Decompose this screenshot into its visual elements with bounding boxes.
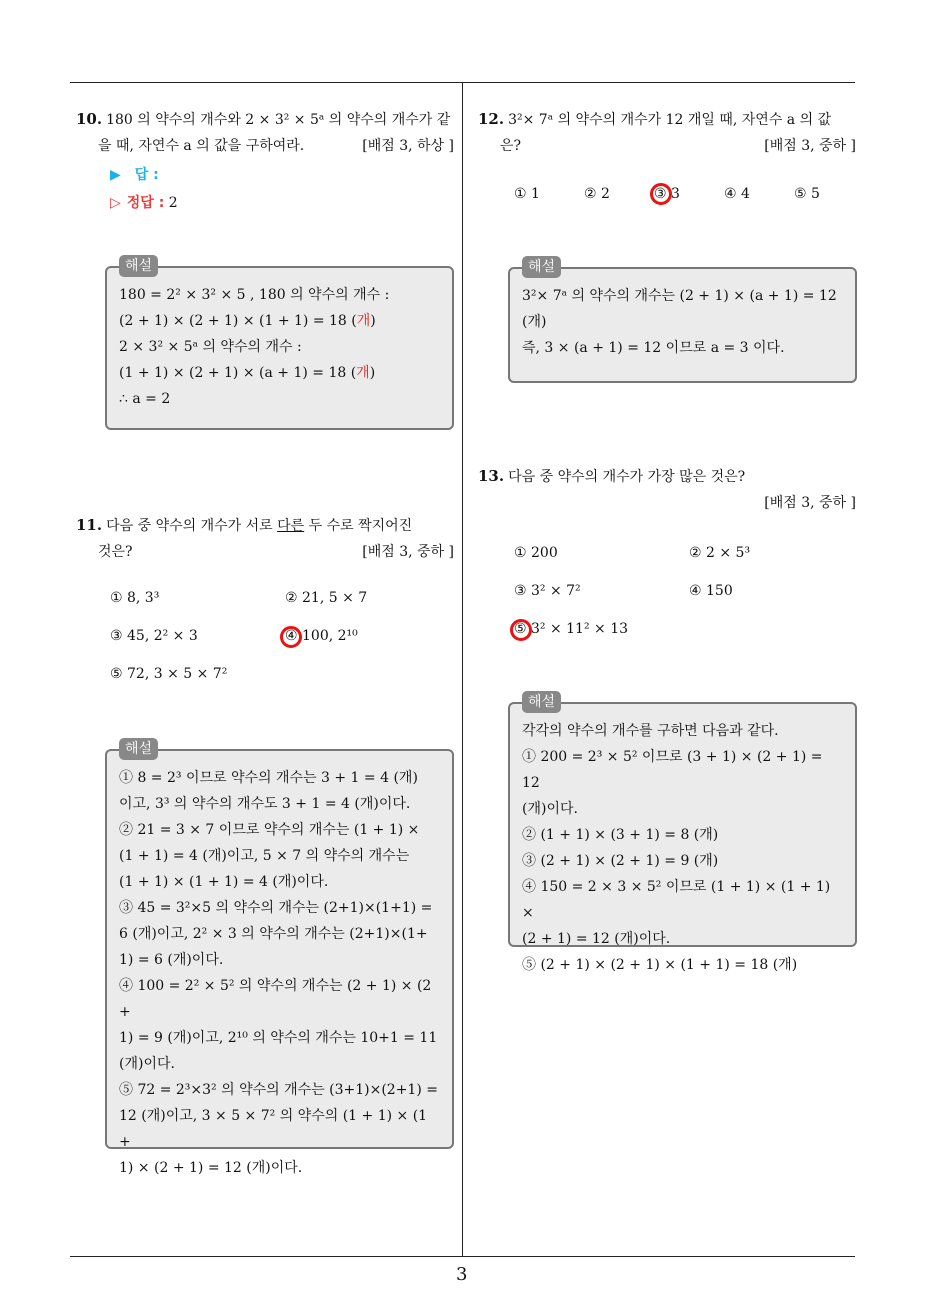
solution-line: 이고, 3³ 의 약수의 개수도 3 + 1 = 4 (개)이다.	[119, 796, 411, 812]
question-number: 10.	[76, 110, 103, 128]
choice-2[interactable]: ② 2 × 5³	[689, 545, 751, 561]
choice-4[interactable]: ④ 4	[724, 186, 750, 202]
solution-line: 6 (개)이고, 2² × 3 의 약수의 개수는 (2+1)×(1+	[119, 926, 428, 942]
choice-3[interactable]: ③ 3² × 7²	[514, 583, 581, 599]
solution-line: (1 + 1) = 4 (개)이고, 5 × 7 의 약수의 개수는	[119, 848, 410, 864]
solution-line: ① 200 = 2³ × 5² 이므로 (3 + 1) × (2 + 1) = 12	[522, 749, 823, 791]
choice-1[interactable]: ① 200	[514, 545, 558, 561]
solution-line: (2 + 1) = 12 (개)이다.	[522, 931, 671, 947]
solution-tag: 해설	[119, 255, 158, 277]
solution-box	[508, 259, 857, 383]
solution-line: 각각의 약수의 개수를 구하면 다음과 같다.	[522, 723, 779, 739]
solution-line: (개)	[522, 314, 547, 330]
outline-triangle-icon: ▷	[110, 195, 121, 211]
score-meta: [배점 3, 중하 ]	[362, 544, 454, 560]
solution-tag: 해설	[522, 691, 561, 713]
choice-1[interactable]: ① 8, 3³	[110, 590, 160, 606]
score-meta: [배점 3, 중하 ]	[764, 495, 856, 511]
solution-line: ② 21 = 3 × 7 이므로 약수의 개수는 (1 + 1) ×	[119, 822, 420, 838]
underlined-word: 다른	[277, 518, 305, 534]
choice-2[interactable]: ② 2	[584, 186, 610, 202]
choice-1[interactable]: ① 1	[514, 186, 540, 202]
question-10	[76, 106, 454, 159]
question-text: 은?	[500, 138, 522, 154]
question-number: 11.	[76, 516, 103, 534]
column-divider	[462, 82, 463, 1257]
question-number: 13.	[478, 467, 505, 485]
solution-line: (1 + 1) × (1 + 1) = 4 (개)이다.	[119, 874, 329, 890]
solution-line: 1) × (2 + 1) = 12 (개)이다.	[119, 1160, 303, 1176]
solution-line: (2 + 1) × (2 + 1) × (1 + 1) = 18 (개)	[119, 313, 376, 329]
solution-box	[105, 258, 454, 430]
question-12	[478, 106, 856, 159]
choice-3[interactable]: ③ 3	[654, 186, 680, 202]
question-number: 12.	[478, 110, 505, 128]
correct-answer-row	[110, 192, 178, 212]
bottom-rule	[70, 1256, 855, 1257]
solution-tag: 해설	[522, 256, 561, 278]
choice-4[interactable]: ④ 150	[689, 583, 733, 599]
score-meta: [배점 3, 하상 ]	[362, 138, 454, 154]
solution-tag: 해설	[119, 738, 158, 760]
solution-line: ④ 150 = 2 × 3 × 5² 이므로 (1 + 1) × (1 + 1) ×	[522, 879, 831, 921]
choice-5[interactable]: ⑤ 72, 3 × 5 × 7²	[110, 666, 228, 682]
question-11: 11. 다음 중 약수의 개수가 서로 다른 두 수로 짝지어진 것은? [배점 3, 중하 ]	[76, 512, 454, 565]
score-meta: [배점 3, 중하 ]	[764, 138, 856, 154]
solution-line: (1 + 1) × (2 + 1) × (a + 1) = 18 (개)	[119, 365, 376, 381]
solution-line: ⑤ (2 + 1) × (2 + 1) × (1 + 1) = 18 (개)	[522, 957, 798, 973]
question-text: 을 때, 자연수 a 의 값을 구하여라.	[98, 138, 305, 154]
solution-line: 3²× 7ᵃ 의 약수의 개수는 (2 + 1) × (a + 1) = 12	[522, 288, 837, 304]
choice-4[interactable]: ④ 100, 2¹⁰	[285, 628, 358, 644]
solution-line: ∴ a = 2	[119, 391, 171, 407]
solution-box	[508, 694, 857, 973]
question-text: 다음 중 약수의 개수가 가장 많은 것은?	[508, 469, 746, 485]
choice-3[interactable]: ③ 45, 2² × 3	[110, 628, 198, 644]
solution-line: ③ (2 + 1) × (2 + 1) = 9 (개)	[522, 853, 719, 869]
solution-line: 180 = 2² × 3² × 5 , 180 의 약수의 개수 :	[119, 287, 390, 303]
answer-circle-mark	[650, 183, 672, 205]
solution-line: ② (1 + 1) × (3 + 1) = 8 (개)	[522, 827, 719, 843]
solution-box	[105, 741, 454, 1176]
solution-line: ① 8 = 2³ 이므로 약수의 개수는 3 + 1 = 4 (개)	[119, 770, 418, 786]
solution-line: ⑤ 72 = 2³×3² 의 약수의 개수는 (3+1)×(2+1) =	[119, 1082, 438, 1098]
answer-circle-mark	[510, 619, 532, 641]
answer-label: 답 :	[134, 167, 159, 183]
choice-2[interactable]: ② 21, 5 × 7	[285, 590, 368, 606]
solution-line: 2 × 3² × 5ᵃ 의 약수의 개수 :	[119, 339, 302, 355]
solution-line: (개)이다.	[522, 801, 578, 817]
solution-line: ③ 45 = 3²×5 의 약수의 개수는 (2+1)×(1+1) =	[119, 900, 433, 916]
answer-row	[110, 164, 159, 184]
play-triangle-icon: ▶	[110, 167, 121, 183]
correct-label: 정답 :	[126, 195, 165, 211]
page-number: 3	[456, 1264, 468, 1285]
solution-line: ④ 100 = 2² × 5² 의 약수의 개수는 (2 + 1) × (2 +	[119, 978, 432, 1020]
question-text: 180 의 약수의 개수와 2 × 3² × 5ᵃ 의 약수의 개수가 같	[106, 112, 451, 128]
solution-line: 즉, 3 × (a + 1) = 12 이므로 a = 3 이다.	[522, 340, 785, 356]
solution-line: 1) = 9 (개)이고, 2¹⁰ 의 약수의 개수는 10+1 = 11	[119, 1030, 438, 1046]
solution-line: (개)이다.	[119, 1056, 175, 1072]
correct-value: 2	[168, 195, 178, 211]
answer-circle-mark	[280, 626, 302, 648]
question-13	[478, 463, 856, 516]
choice-5[interactable]: ⑤ 5	[794, 186, 820, 202]
question-text: 3²× 7ᵃ 의 약수의 개수가 12 개일 때, 자연수 a 의 값	[508, 112, 832, 128]
solution-line: 12 (개)이고, 3 × 5 × 7² 의 약수의 (1 + 1) × (1 +	[119, 1108, 428, 1150]
question-text: 것은?	[98, 544, 133, 560]
choice-5[interactable]: ⑤ 3² × 11² × 13	[514, 621, 629, 637]
solution-line: 1) = 6 (개)이다.	[119, 952, 224, 968]
